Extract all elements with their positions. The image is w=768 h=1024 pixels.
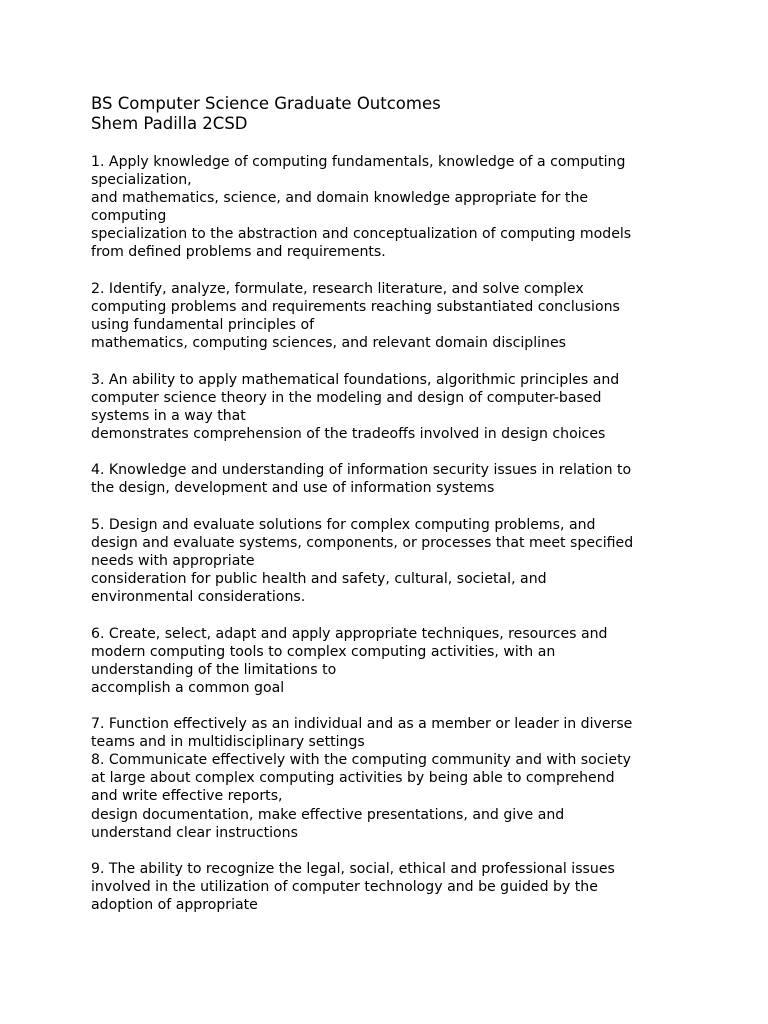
- outcome-line: adoption of appropriate: [91, 897, 258, 913]
- outcome-line: computer science theory in the modeling and design of computer-based: [91, 390, 602, 406]
- outcome-line: using fundamental principles of: [91, 317, 315, 333]
- outcome-line: consideration for public health and safety, cultural, societal, and: [91, 571, 547, 587]
- outcome-line: design documentation, make effective presentations, and give and: [91, 807, 565, 823]
- outcome-line: 8. Communicate effectively with the computing community and with society: [91, 752, 631, 768]
- outcome-line: and write effective reports,: [91, 788, 283, 804]
- outcome-line: specialization to the abstraction and conceptualization of computing models: [91, 226, 632, 242]
- outcome-line: modern computing tools to complex computing activities, with an: [91, 644, 556, 660]
- outcome-line: from defined problems and requirements.: [91, 244, 386, 260]
- outcome-line: 7. Function effectively as an individual and as a member or leader in diverse: [91, 716, 633, 732]
- outcome-line: environmental considerations.: [91, 589, 306, 605]
- outcome-line: accomplish a common goal: [91, 680, 285, 696]
- outcome-line: 4. Knowledge and understanding of information security issues in relation to: [91, 462, 632, 478]
- document-author: Shem Padilla 2CSD: [91, 114, 248, 133]
- outcome-line: 5. Design and evaluate solutions for complex computing problems, and: [91, 517, 596, 533]
- outcome-line: 3. An ability to apply mathematical foundations, algorithmic principles and: [91, 372, 620, 388]
- outcome-line: 6. Create, select, adapt and apply appropriate techniques, resources and: [91, 626, 608, 642]
- outcome-line: needs with appropriate: [91, 553, 255, 569]
- outcome-line: the design, development and use of information systems: [91, 480, 495, 496]
- outcome-line: design and evaluate systems, components, or processes that meet specified: [91, 535, 634, 551]
- outcome-line: understand clear instructions: [91, 825, 298, 841]
- outcome-line: computing: [91, 208, 167, 224]
- outcome-line: specialization,: [91, 172, 192, 188]
- outcome-line: 1. Apply knowledge of computing fundamentals, knowledge of a computing: [91, 154, 626, 170]
- outcome-line: systems in a way that: [91, 408, 246, 424]
- outcome-line: understanding of the limitations to: [91, 662, 337, 678]
- outcome-line: 9. The ability to recognize the legal, social, ethical and professional issues: [91, 861, 615, 877]
- outcome-line: at large about complex computing activities by being able to comprehend: [91, 770, 615, 786]
- outcome-line: involved in the utilization of computer technology and be guided by the: [91, 879, 598, 895]
- outcome-line: 2. Identify, analyze, formulate, research literature, and solve complex: [91, 281, 584, 297]
- outcome-line: and mathematics, science, and domain knowledge appropriate for the: [91, 190, 589, 206]
- outcome-line: demonstrates comprehension of the tradeoffs involved in design choices: [91, 426, 606, 442]
- outcome-line: computing problems and requirements reaching substantiated conclusions: [91, 299, 620, 315]
- outcome-line: mathematics, computing sciences, and relevant domain disciplines: [91, 335, 566, 351]
- document-title: BS Computer Science Graduate Outcomes: [91, 94, 441, 113]
- outcome-line: teams and in multidisciplinary settings: [91, 734, 365, 750]
